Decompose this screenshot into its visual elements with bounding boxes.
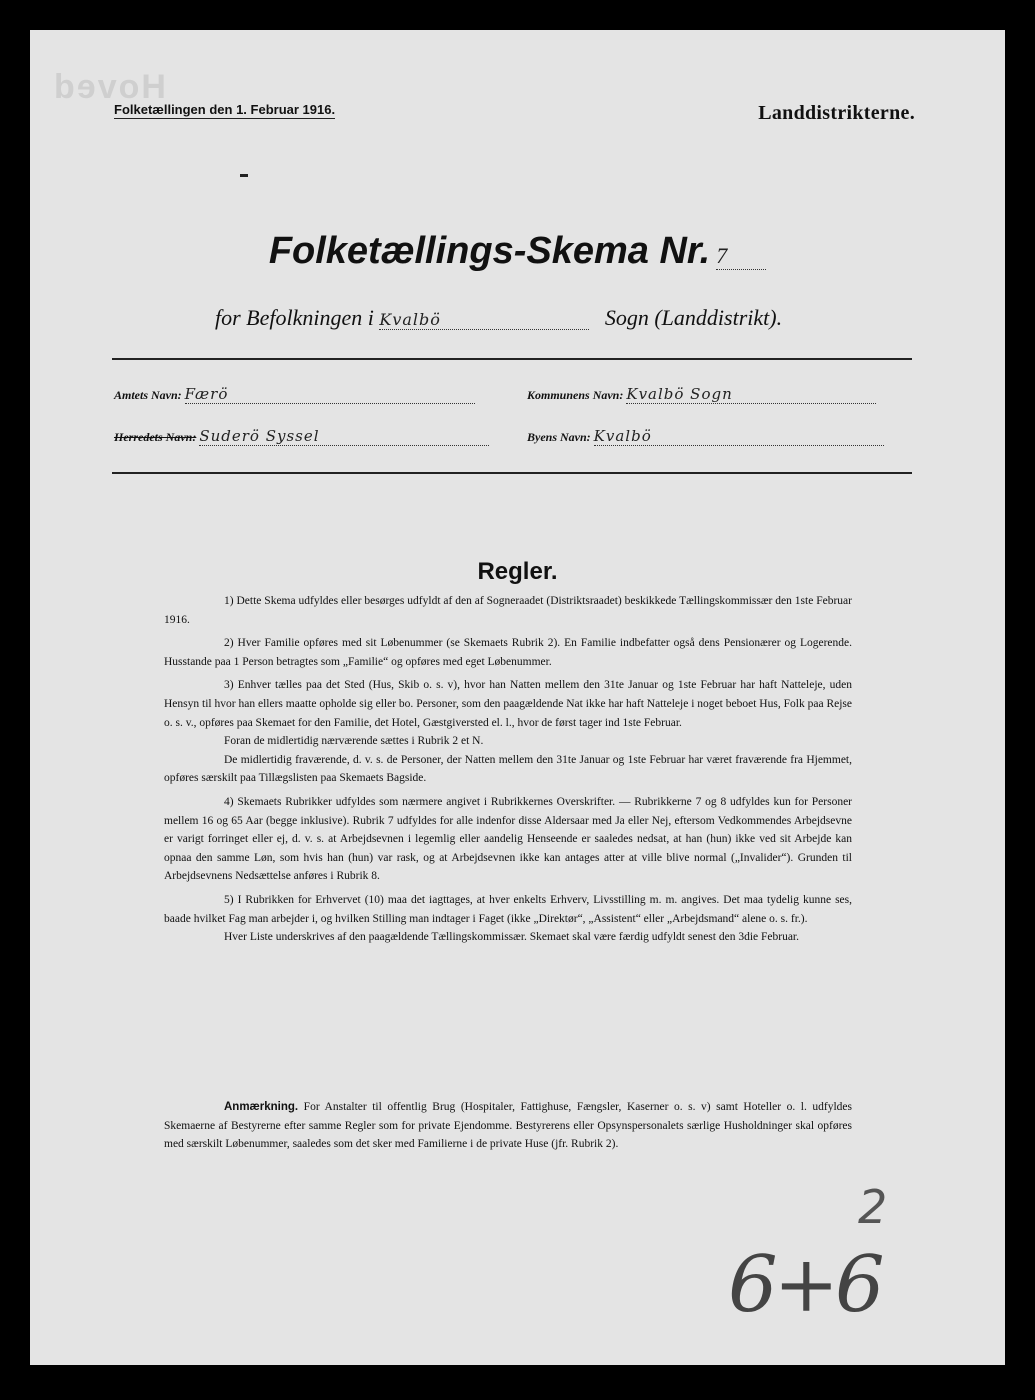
parish-value: Kvalbö xyxy=(379,310,589,330)
population-line xyxy=(215,305,915,331)
top-rule xyxy=(112,358,912,360)
amt-field xyxy=(114,385,475,404)
census-date-header: Folketællingen den 1. Februar 1916. xyxy=(114,102,336,117)
rule-paragraph: De midlertidig fraværende, d. v. s. de Personer, der Natten mellem den 31te Januar og 1ste Februar har været fraværende fra Hjemmet, opføres særskilt paa Tillægslisten paa Skemaets Bagside. xyxy=(164,753,852,785)
rule-paragraph: 1) Dette Skema udfyldes eller besørges udfyldt af den af Sogneraadet (Distriktsraadet) beskikkede Tællingskommissær den 1ste Februar 1916. xyxy=(164,595,852,626)
herred-label: Herredets Navn: xyxy=(114,430,197,444)
herred-value: Suderö Syssel xyxy=(199,427,489,446)
amt-value: Færö xyxy=(185,385,475,404)
rule-paragraph: 4) Skemaets Rubrikker udfyldes som nærmere angivet i Rubrikkernes Overskrifter. — Rubrikkerne 7 og 8 udfyldes kun for Personer mellem 16 og 65 Aar (begge inklusive). Rubrik 7 udfyldes for alle indenfor disse Aldersaar med Ja eller Nej, eftersom Vedkommendes Arbejdsevne er varigt forringet eller ej, d. v. s. at Arbejdsevnen i legemlig eller aandelig Henseende er saaledes nedsat, at han (hun) ikke ved sit Arbejde kan opnaa den samme Løn, som hvis han (hun) var rask, og at Arbejdsevnen ikke kan antages atter at ville blive normal („Invalider“). Grunden til Arbejdsevnens Nedsættelse anføres i Rubrik 8. xyxy=(164,795,852,883)
district-type-header: Landdistrikterne. xyxy=(758,102,915,124)
by-value: Kvalbö xyxy=(594,427,884,446)
by-label: Byens Navn: xyxy=(527,430,591,444)
kommune-value: Kvalbö Sogn xyxy=(626,385,876,404)
note-block xyxy=(164,1098,852,1154)
amt-label: Amtets Navn: xyxy=(114,388,182,402)
rules-heading: Regler. xyxy=(477,558,558,585)
form-title xyxy=(30,230,1005,273)
by-field xyxy=(527,427,884,446)
rules-body xyxy=(164,592,852,952)
pencil-mark-small: 2 xyxy=(858,1180,889,1234)
census-form-page xyxy=(30,30,1005,1365)
rule-paragraph: 3) Enhver tælles paa det Sted (Hus, Skib o. s. v), hvor han Natten mellem den 31te Januar og 1ste Februar har haft Natteleje, uden Hensyn til hvor han ellers maatte opholde sig eller bo. Personer, som den paagældende Nat ikke har haft Natteleje i noget beboet Hus, Folk paa Rejse o. s. v., opføres paa Skemaet for den Familie, det Hotel, Gæstgiversted el. l., hvor de først tager ind 1ste Februar. xyxy=(164,679,852,729)
herred-field xyxy=(114,427,489,446)
kommune-field xyxy=(527,385,876,404)
kommune-label: Kommunens Navn: xyxy=(527,388,624,402)
rule-paragraph: Hver Liste underskrives af den paagældende Tællingskommissær. Skemaet skal være færdig udfyldt senest den 3die Februar. xyxy=(224,931,799,944)
note-text: For Anstalter til offentlig Brug (Hospitaler, Fattighuse, Fængsler, Kaserner o. s. v) samt Hoteller o. l. udfyldes Skemaerne af Bestyrerne efter samme Regler som for private Ejendomme. Bestyrerens eller Opsynspersonalets særlige Husholdninger skal opføres med særskilt Løbenummer, saaledes som det sker med Familierne i de private Huse (jfr. Rubrik 2). xyxy=(164,1101,853,1151)
rule-paragraph: 2) Hver Familie opføres med sit Løbenummer (se Skemaets Rubrik 2). En Familie indbefatter også dens Pensionærer og Logerende. Husstande paa 1 Person betragtes som „Familie“ og opføres med eget Løbenummer. xyxy=(164,637,852,668)
form-number: 7 xyxy=(716,243,766,270)
pencil-mark-large: 6+6 xyxy=(728,1240,881,1330)
ink-mark xyxy=(240,174,248,177)
form-title-text: Folketællings-Skema Nr. xyxy=(268,230,711,272)
faded-stamp: Hoved xyxy=(52,68,166,106)
note-label: Anmærkning. xyxy=(224,1101,299,1113)
population-prefix: for Befolkningen i xyxy=(215,305,374,330)
population-suffix: Sogn (Landdistrikt). xyxy=(604,305,783,330)
bottom-rule xyxy=(112,472,912,474)
rule-paragraph: Foran de midlertidig nærværende sættes i Rubrik 2 et N. xyxy=(224,735,484,748)
rule-paragraph: 5) I Rubrikken for Erhvervet (10) maa det iagttages, at hver enkelts Erhverv, Livsstilling m. m. angives. Det maa tydelig kunne ses, baade hvilket Fag man arbejder i, og hvilken Stilling man indtager i Faget (ikke „Direktør“, „Assistent“ eller „Arbejdsmand“ alene o. s. fr.). xyxy=(164,893,852,925)
